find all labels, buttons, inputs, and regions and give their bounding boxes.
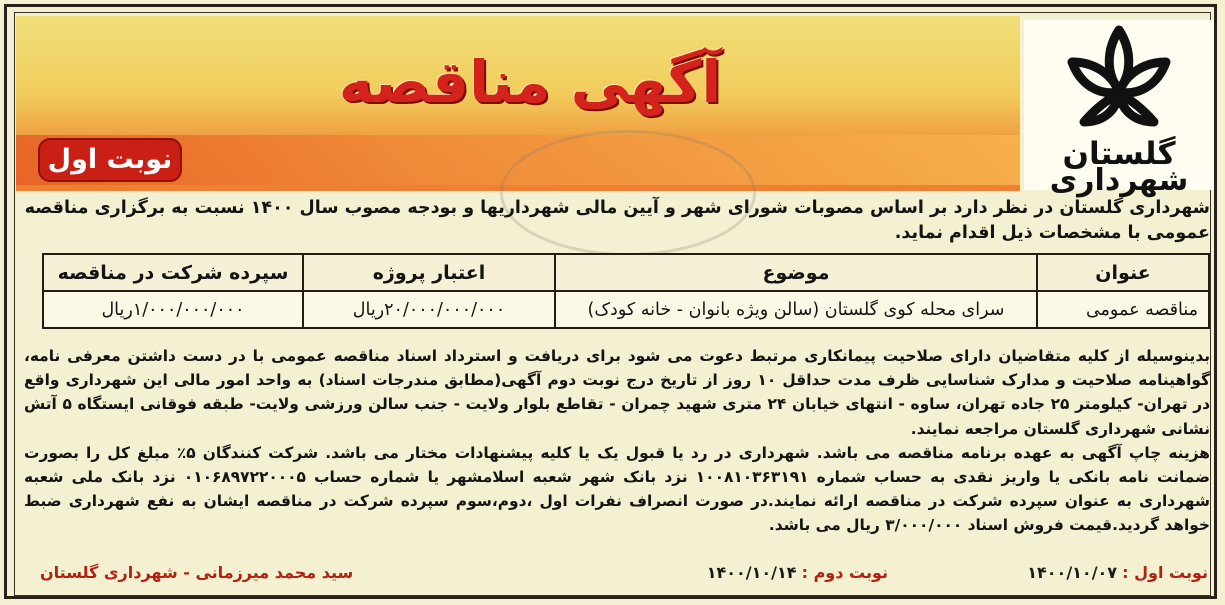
header-budget: اعتبار پروژه [303, 254, 555, 291]
first-round-value: ۱۴۰۰/۱۰/۰۷ [1027, 563, 1118, 582]
second-round-label: نوبت دوم : [801, 563, 888, 582]
table-row [43, 291, 1209, 328]
first-round-label: نوبت اول : [1122, 563, 1208, 582]
header-deposit: سپرده شرکت در مناقصه [43, 254, 303, 291]
cell-title: مناقصه عمومی [1037, 291, 1209, 328]
second-round-date [707, 563, 888, 582]
cell-budget: ۲۰/۰۰۰/۰۰۰/۰۰۰ریال [303, 291, 555, 328]
cell-subject: سرای محله کوی گلستان (سالن ویژه بانوان - خانه کودک) [555, 291, 1037, 328]
header-subject: موضوع [555, 254, 1037, 291]
first-round-date [1027, 563, 1208, 582]
logo-name-golestan: گلستان [1062, 136, 1176, 172]
signature: سید محمد میرزمانی - شهرداری گلستان [40, 563, 354, 582]
logo-name-shahrdari: شهرداری [1049, 163, 1189, 198]
flower-icon [1058, 22, 1180, 140]
header-title: عنوان [1037, 254, 1209, 291]
round-badge: نوبت اول [40, 140, 180, 180]
municipality-logo [1024, 20, 1214, 198]
body-paragraph-1: بدینوسیله از کلیه متقاضیان دارای صلاحیت پیمانکاری مرتبط دعوت می شود برای دریافت و استرداد اسناد مناقصه عمومی با در دست داشتن معرفی نامه، گواهینامه صلاحیت و مدارک شناسایی ظرف مدت حداقل ۱۰ روز از تاریخ درج نوبت دوم آگهی(مطابق مندرجات اسناد) به واحد امور مالی این شهرداری واقع در تهران- کیلومتر ۲۵ جاده تهران، ساوه - انتهای خیابان ۲۴ متری شهید چمران - تقاطع بلوار ولایت - جنب سالن ورزشی ولایت- طبقه فوقانی ایستگاه ۵ آتش نشانی شهرداری گلستان مراجعه نمایند. [24, 347, 1211, 438]
notice-title: آگهی مناقصه [338, 48, 722, 116]
notice-body [24, 344, 1210, 538]
footer [18, 563, 1208, 593]
tender-table [42, 253, 1210, 329]
intro-paragraph: شهرداری گلستان در نظر دارد بر اساس مصوبات شورای شهر و آیین مالی شهرداریها و بودجه مصوب سال ۱۴۰۰ نسبت به برگزاری مناقصه عمومی با مشخصات ذیل اقدام نماید. [24, 198, 1210, 243]
second-round-value: ۱۴۰۰/۱۰/۱۴ [706, 563, 797, 582]
body-paragraph-2: هزینه چاپ آگهی به عهده برنامه مناقصه می باشد. شهرداری در رد یا قبول یک یا کلیه پیشنهادات مختار می باشد. شرکت کنندگان ۵٪ مبلغ کل را بصورت ضمانت نامه بانکی یا واریز نقدی به حساب شماره ۱۰۰۸۱۰۳۶۳۱۹۱ نزد بانک شهر شعبه اسلامشهر یا شماره حساب ۰۱۰۶۸۹۷۲۲۰۰۰۵ نزد بانک ملی شعبه شهرداری به عنوان سپرده شرکت در مناقصه ارائه نمایند.در صورت انصراف نفرات اول ،دوم،سوم سپرده شرکت در مناقصه ایشان به نفع شهرداری ضبط خواهد گردید.قیمت فروش اسناد ۳/۰۰۰/۰۰۰ ریال می باشد. [24, 443, 1211, 535]
table-header-row [43, 254, 1209, 291]
cell-deposit: ۱/۰۰۰/۰۰۰/۰۰۰ریال [43, 291, 303, 328]
